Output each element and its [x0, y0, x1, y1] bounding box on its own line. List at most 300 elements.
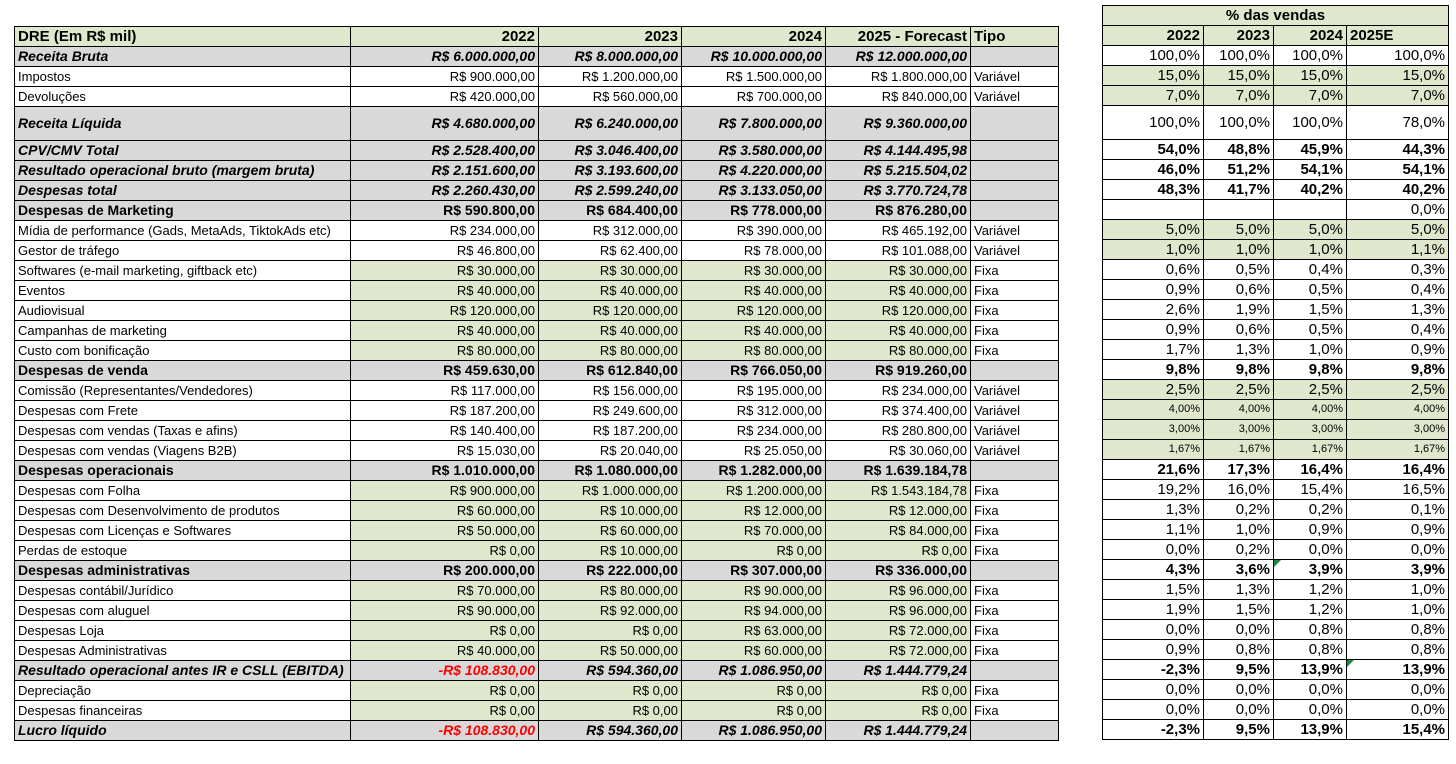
value-cell[interactable]: R$ 10.000.000,00 [682, 47, 826, 67]
pct-value-cell[interactable]: 0,9% [1347, 520, 1449, 540]
pct-value-cell[interactable]: -2,3% [1103, 720, 1204, 740]
value-cell[interactable]: R$ 12.000.000,00 [826, 47, 971, 67]
pct-value-cell[interactable]: 1,0% [1103, 240, 1204, 260]
value-cell[interactable]: R$ 195.000,00 [682, 381, 826, 401]
pct-value-cell[interactable]: 15,0% [1103, 66, 1204, 86]
value-cell[interactable]: R$ 84.000,00 [826, 521, 971, 541]
value-cell[interactable]: R$ 70.000,00 [682, 521, 826, 541]
pct-value-cell[interactable]: 5,0% [1347, 220, 1449, 240]
value-cell[interactable]: R$ 72.000,00 [826, 641, 971, 661]
value-cell[interactable]: R$ 3.770.724,78 [826, 181, 971, 201]
value-cell[interactable]: R$ 92.000,00 [539, 601, 682, 621]
pct-value-cell[interactable]: 0,0% [1103, 620, 1204, 640]
value-cell[interactable]: R$ 120.000,00 [682, 301, 826, 321]
value-cell[interactable]: R$ 10.000,00 [539, 541, 682, 561]
pct-value-cell[interactable]: 1,0% [1347, 580, 1449, 600]
header-year-cell: 2023 [539, 27, 682, 47]
pct-value-cell[interactable]: 1,3% [1204, 340, 1274, 360]
value-cell[interactable]: R$ 60.000,00 [539, 521, 682, 541]
value-cell[interactable]: R$ 63.000,00 [682, 621, 826, 641]
pct-value-cell[interactable]: 15,0% [1204, 66, 1274, 86]
pct-value-cell[interactable]: 0,5% [1204, 260, 1274, 280]
dre-row [15, 107, 1059, 141]
pct-value-cell[interactable]: 1,2% [1274, 580, 1347, 600]
value-cell[interactable]: R$ 40.000,00 [682, 321, 826, 341]
pct-value-cell[interactable]: 54,1% [1347, 160, 1449, 180]
value-cell[interactable]: R$ 96.000,00 [826, 601, 971, 621]
pct-value-cell[interactable]: 17,3% [1204, 460, 1274, 480]
value-cell[interactable]: R$ 6.000.000,00 [351, 47, 539, 67]
value-cell[interactable]: R$ 1.444.779,24 [826, 661, 971, 681]
value-cell[interactable]: R$ 60.000,00 [682, 641, 826, 661]
value-cell[interactable]: R$ 187.200,00 [351, 401, 539, 421]
value-cell[interactable]: R$ 15.030,00 [351, 441, 539, 461]
value-cell[interactable]: R$ 4.680.000,00 [351, 107, 539, 141]
value-cell[interactable]: R$ 1.282.000,00 [682, 461, 826, 481]
pct-value-cell[interactable]: 0,2% [1204, 500, 1274, 520]
pct-value-cell[interactable]: 13,9% [1274, 660, 1347, 680]
value-cell[interactable]: R$ 5.215.504,02 [826, 161, 971, 181]
value-cell[interactable]: R$ 2.528.400,00 [351, 141, 539, 161]
pct-value-cell[interactable]: 48,3% [1103, 180, 1204, 200]
pct-value-cell[interactable]: 0,8% [1204, 640, 1274, 660]
pct-value-cell[interactable]: 0,6% [1204, 280, 1274, 300]
pct-value-cell[interactable]: 1,67% [1347, 440, 1449, 460]
value-cell[interactable]: R$ 117.000,00 [351, 381, 539, 401]
pct-value-cell[interactable]: 45,9% [1274, 140, 1347, 160]
value-cell[interactable]: R$ 50.000,00 [539, 641, 682, 661]
value-cell[interactable]: R$ 900.000,00 [351, 481, 539, 501]
pct-value-cell[interactable]: 16,4% [1347, 460, 1449, 480]
pct-value-cell[interactable]: 0,0% [1274, 680, 1347, 700]
value-cell[interactable]: R$ 307.000,00 [682, 561, 826, 581]
value-cell[interactable]: R$ 70.000,00 [351, 581, 539, 601]
value-cell[interactable]: R$ 1.200.000,00 [682, 481, 826, 501]
value-cell[interactable]: R$ 2.151.600,00 [351, 161, 539, 181]
pct-value-cell[interactable]: 1,5% [1274, 300, 1347, 320]
pct-value-cell[interactable]: 4,3% [1103, 560, 1204, 580]
dre-row [15, 561, 1059, 581]
pct-value-cell[interactable]: 0,9% [1274, 520, 1347, 540]
value-cell[interactable]: R$ 249.600,00 [539, 401, 682, 421]
pct-value-cell[interactable]: 0,0% [1204, 700, 1274, 720]
value-cell[interactable]: R$ 120.000,00 [826, 301, 971, 321]
pct-value-cell[interactable]: 7,0% [1103, 86, 1204, 106]
pct-value-cell[interactable]: 0,5% [1274, 320, 1347, 340]
pct-value-cell[interactable]: 1,67% [1204, 440, 1274, 460]
value-cell[interactable]: R$ 101.088,00 [826, 241, 971, 261]
pct-value-cell[interactable]: 5,0% [1103, 220, 1204, 240]
value-cell[interactable]: R$ 1.080.000,00 [539, 461, 682, 481]
value-cell[interactable]: R$ 90.000,00 [682, 581, 826, 601]
value-cell[interactable]: R$ 336.000,00 [826, 561, 971, 581]
pct-value-cell[interactable]: 3,00% [1103, 420, 1204, 440]
value-cell[interactable]: R$ 140.400,00 [351, 421, 539, 441]
pct-value-cell[interactable]: 16,0% [1204, 480, 1274, 500]
value-cell[interactable]: R$ 80.000,00 [826, 341, 971, 361]
value-cell[interactable]: R$ 0,00 [539, 621, 682, 641]
pct-value-cell[interactable] [1274, 200, 1347, 220]
value-cell[interactable]: R$ 0,00 [682, 681, 826, 701]
value-cell[interactable]: R$ 560.000,00 [539, 87, 682, 107]
value-cell[interactable]: R$ 0,00 [351, 541, 539, 561]
value-cell[interactable]: R$ 0,00 [826, 701, 971, 721]
value-cell[interactable]: R$ 3.580.000,00 [682, 141, 826, 161]
pct-value-cell[interactable]: 2,5% [1204, 380, 1274, 400]
pct-value-cell[interactable]: 1,0% [1204, 240, 1274, 260]
value-cell[interactable]: R$ 280.800,00 [826, 421, 971, 441]
pct-value-cell[interactable]: 1,67% [1274, 440, 1347, 460]
pct-value-cell[interactable]: 0,0% [1204, 620, 1274, 640]
value-cell[interactable]: R$ 3.046.400,00 [539, 141, 682, 161]
value-cell[interactable]: R$ 40.000,00 [682, 281, 826, 301]
value-cell[interactable]: R$ 60.000,00 [351, 501, 539, 521]
value-cell[interactable]: R$ 40.000,00 [826, 321, 971, 341]
pct-value-cell[interactable]: 44,3% [1347, 140, 1449, 160]
pct-value-cell[interactable]: 0,0% [1103, 700, 1204, 720]
pct-value-cell[interactable]: 0,9% [1103, 320, 1204, 340]
pct-value-cell[interactable]: 100,0% [1347, 46, 1449, 66]
pct-value-cell[interactable]: 4,00% [1204, 400, 1274, 420]
value-cell[interactable]: R$ 40.000,00 [351, 321, 539, 341]
value-cell[interactable]: R$ 590.800,00 [351, 201, 539, 221]
row-label-cell: Despesas de venda [15, 361, 351, 381]
value-cell[interactable]: R$ 374.400,00 [826, 401, 971, 421]
pct-value-cell[interactable]: 2,6% [1103, 300, 1204, 320]
value-cell[interactable]: R$ 390.000,00 [682, 221, 826, 241]
pct-value-cell[interactable]: 54,1% [1274, 160, 1347, 180]
value-cell[interactable]: R$ 1.543.184,78 [826, 481, 971, 501]
pct-value-cell[interactable]: 2,5% [1274, 380, 1347, 400]
value-cell[interactable]: R$ 919.260,00 [826, 361, 971, 381]
value-cell[interactable]: R$ 0,00 [539, 681, 682, 701]
value-cell[interactable]: R$ 420.000,00 [351, 87, 539, 107]
value-cell[interactable]: R$ 50.000,00 [351, 521, 539, 541]
value-cell[interactable]: R$ 4.220.000,00 [682, 161, 826, 181]
pct-value-cell[interactable]: 1,1% [1103, 520, 1204, 540]
pct-value-cell[interactable]: 0,0% [1347, 700, 1449, 720]
pct-value-cell[interactable]: 0,4% [1347, 320, 1449, 340]
value-cell[interactable]: R$ 459.630,00 [351, 361, 539, 381]
pct-value-cell[interactable]: 7,0% [1204, 86, 1274, 106]
pct-value-cell[interactable]: 40,2% [1347, 180, 1449, 200]
pct-value-cell[interactable]: 0,9% [1103, 640, 1204, 660]
pct-value-cell[interactable]: 100,0% [1274, 106, 1347, 140]
pct-header-cell: 2024 [1274, 26, 1347, 46]
value-cell[interactable]: R$ 0,00 [539, 701, 682, 721]
value-cell[interactable]: R$ 312.000,00 [539, 221, 682, 241]
pct-value-cell[interactable]: 1,0% [1347, 600, 1449, 620]
pct-value-cell[interactable]: 0,4% [1274, 260, 1347, 280]
pct-value-cell[interactable]: 16,4% [1274, 460, 1347, 480]
value-cell[interactable]: R$ 40.000,00 [539, 321, 682, 341]
value-cell[interactable]: R$ 96.000,00 [826, 581, 971, 601]
pct-value-cell[interactable]: 1,5% [1103, 580, 1204, 600]
pct-value-cell[interactable]: 0,8% [1274, 640, 1347, 660]
pct-row [1103, 440, 1449, 460]
value-cell[interactable]: R$ 80.000,00 [539, 581, 682, 601]
pct-value-cell[interactable]: 9,8% [1347, 360, 1449, 380]
value-cell[interactable]: R$ 700.000,00 [682, 87, 826, 107]
pct-value-cell[interactable]: 15,4% [1274, 480, 1347, 500]
pct-value-cell[interactable]: 5,0% [1204, 220, 1274, 240]
value-cell[interactable]: R$ 8.000.000,00 [539, 47, 682, 67]
pct-value-cell[interactable]: 0,5% [1274, 280, 1347, 300]
pct-value-cell[interactable]: 78,0% [1347, 106, 1449, 140]
value-cell[interactable]: R$ 30.060,00 [826, 441, 971, 461]
pct-value-cell[interactable]: 4,00% [1103, 400, 1204, 420]
value-cell[interactable]: R$ 156.000,00 [539, 381, 682, 401]
pct-value-cell[interactable]: 15,4% [1347, 720, 1449, 740]
value-cell[interactable]: R$ 312.000,00 [682, 401, 826, 421]
dre-row [15, 641, 1059, 661]
pct-value-cell[interactable]: 13,9% [1347, 660, 1449, 680]
pct-value-cell[interactable]: 5,0% [1274, 220, 1347, 240]
row-label-cell: Resultado operacional antes IR e CSLL (EBITDA) [15, 661, 351, 681]
value-cell[interactable]: R$ 2.260.430,00 [351, 181, 539, 201]
value-cell[interactable]: R$ 234.000,00 [826, 381, 971, 401]
pct-value-cell[interactable]: 0,4% [1347, 280, 1449, 300]
value-cell[interactable]: R$ 20.040,00 [539, 441, 682, 461]
value-cell[interactable]: R$ 0,00 [682, 541, 826, 561]
value-cell[interactable]: R$ 234.000,00 [351, 221, 539, 241]
pct-value-cell[interactable]: 3,00% [1204, 420, 1274, 440]
pct-row [1103, 540, 1449, 560]
value-cell[interactable]: R$ 80.000,00 [539, 341, 682, 361]
pct-value-cell[interactable]: 0,0% [1204, 680, 1274, 700]
pct-value-cell[interactable]: 1,3% [1103, 500, 1204, 520]
pct-value-cell[interactable]: 7,0% [1347, 86, 1449, 106]
pct-value-cell[interactable]: 0,8% [1347, 640, 1449, 660]
value-cell[interactable]: R$ 7.800.000,00 [682, 107, 826, 141]
pct-row [1103, 600, 1449, 620]
pct-value-cell[interactable]: 9,5% [1204, 720, 1274, 740]
value-cell[interactable]: R$ 1.010.000,00 [351, 461, 539, 481]
pct-header-cell: 2025E [1347, 26, 1449, 46]
value-cell[interactable]: R$ 900.000,00 [351, 67, 539, 87]
pct-value-cell[interactable]: 3,00% [1274, 420, 1347, 440]
pct-value-cell[interactable]: 100,0% [1204, 46, 1274, 66]
pct-value-cell[interactable]: 13,9% [1274, 720, 1347, 740]
pct-value-cell[interactable]: 0,8% [1274, 620, 1347, 640]
pct-value-cell[interactable]: 1,1% [1347, 240, 1449, 260]
value-cell[interactable]: R$ 0,00 [826, 541, 971, 561]
dre-row [15, 87, 1059, 107]
value-cell[interactable]: R$ 62.400,00 [539, 241, 682, 261]
pct-value-cell[interactable]: 15,0% [1274, 66, 1347, 86]
pct-value-cell[interactable]: 0,0% [1103, 540, 1204, 560]
pct-value-cell[interactable]: 0,2% [1204, 540, 1274, 560]
pct-value-cell[interactable]: 0,1% [1347, 500, 1449, 520]
dre-header-row [15, 27, 1059, 47]
pct-value-cell[interactable]: 1,2% [1274, 600, 1347, 620]
tipo-cell: Variável [971, 221, 1059, 241]
pct-row [1103, 500, 1449, 520]
pct-value-cell[interactable]: 4,00% [1274, 400, 1347, 420]
value-cell[interactable]: R$ 40.000,00 [539, 281, 682, 301]
value-cell[interactable]: R$ 234.000,00 [682, 421, 826, 441]
value-cell[interactable]: R$ 30.000,00 [682, 261, 826, 281]
pct-value-cell[interactable]: 0,6% [1103, 260, 1204, 280]
pct-value-cell[interactable]: 1,0% [1274, 240, 1347, 260]
pct-value-cell[interactable]: 19,2% [1103, 480, 1204, 500]
value-cell[interactable]: R$ 9.360.000,00 [826, 107, 971, 141]
value-cell[interactable]: R$ 120.000,00 [539, 301, 682, 321]
value-cell[interactable]: R$ 612.840,00 [539, 361, 682, 381]
dre-row [15, 301, 1059, 321]
value-cell[interactable]: R$ 0,00 [826, 681, 971, 701]
pct-value-cell[interactable]: 1,3% [1204, 580, 1274, 600]
pct-row [1103, 340, 1449, 360]
value-cell[interactable]: -R$ 108.830,00 [351, 661, 539, 681]
value-cell[interactable]: R$ 1.444.779,24 [826, 721, 971, 741]
pct-value-cell[interactable]: 0,2% [1274, 500, 1347, 520]
pct-value-cell[interactable]: 9,5% [1204, 660, 1274, 680]
pct-value-cell[interactable]: 51,2% [1204, 160, 1274, 180]
pct-row [1103, 220, 1449, 240]
pct-value-cell[interactable]: 15,0% [1347, 66, 1449, 86]
value-cell[interactable]: R$ 120.000,00 [351, 301, 539, 321]
value-cell[interactable]: R$ 80.000,00 [682, 341, 826, 361]
pct-value-cell[interactable]: 0,0% [1274, 700, 1347, 720]
row-label-cell: Despesas administrativas [15, 561, 351, 581]
pct-value-cell[interactable]: 0,3% [1347, 260, 1449, 280]
dre-row [15, 281, 1059, 301]
pct-value-cell[interactable]: 0,6% [1204, 320, 1274, 340]
value-cell[interactable]: R$ 778.000,00 [682, 201, 826, 221]
dre-row [15, 541, 1059, 561]
pct-value-cell[interactable]: 16,5% [1347, 480, 1449, 500]
pct-value-cell[interactable]: 1,5% [1204, 600, 1274, 620]
value-cell[interactable]: R$ 40.000,00 [351, 281, 539, 301]
pct-value-cell[interactable]: 2,5% [1347, 380, 1449, 400]
value-cell[interactable]: R$ 30.000,00 [351, 261, 539, 281]
value-cell[interactable]: R$ 12.000,00 [682, 501, 826, 521]
value-cell[interactable]: R$ 222.000,00 [539, 561, 682, 581]
value-cell[interactable]: R$ 4.144.495,98 [826, 141, 971, 161]
value-cell[interactable]: R$ 10.000,00 [539, 501, 682, 521]
pct-value-cell[interactable]: 100,0% [1204, 106, 1274, 140]
pct-value-cell[interactable]: 0,0% [1347, 540, 1449, 560]
pct-value-cell[interactable]: 41,7% [1204, 180, 1274, 200]
value-cell[interactable]: R$ 840.000,00 [826, 87, 971, 107]
value-cell[interactable]: R$ 594.360,00 [539, 661, 682, 681]
dre-row [15, 521, 1059, 541]
pct-value-cell[interactable]: -2,3% [1103, 660, 1204, 680]
pct-value-cell[interactable]: 0,0% [1274, 540, 1347, 560]
pct-value-cell[interactable]: 1,9% [1204, 300, 1274, 320]
pct-value-cell[interactable]: 21,6% [1103, 460, 1204, 480]
value-cell[interactable]: R$ 1.200.000,00 [539, 67, 682, 87]
pct-value-cell[interactable]: 1,7% [1103, 340, 1204, 360]
value-cell[interactable]: R$ 46.800,00 [351, 241, 539, 261]
value-cell[interactable]: R$ 40.000,00 [826, 281, 971, 301]
value-cell[interactable]: R$ 90.000,00 [351, 601, 539, 621]
value-cell[interactable]: -R$ 108.830,00 [351, 721, 539, 741]
pct-value-cell[interactable]: 0,0% [1347, 680, 1449, 700]
value-cell[interactable]: R$ 40.000,00 [351, 641, 539, 661]
pct-value-cell[interactable]: 0,0% [1347, 200, 1449, 220]
value-cell[interactable]: R$ 200.000,00 [351, 561, 539, 581]
value-cell[interactable]: R$ 3.133.050,00 [682, 181, 826, 201]
tipo-cell: Variável [971, 421, 1059, 441]
pct-value-cell[interactable]: 1,0% [1274, 340, 1347, 360]
value-cell[interactable]: R$ 1.800.000,00 [826, 67, 971, 87]
value-cell[interactable]: R$ 1.500.000,00 [682, 67, 826, 87]
value-cell[interactable]: R$ 0,00 [682, 701, 826, 721]
pct-value-cell[interactable]: 3,6% [1204, 560, 1274, 580]
pct-value-cell[interactable]: 46,0% [1103, 160, 1204, 180]
value-cell[interactable]: R$ 1.086.950,00 [682, 721, 826, 741]
value-cell[interactable]: R$ 465.192,00 [826, 221, 971, 241]
pct-value-cell[interactable]: 1,0% [1204, 520, 1274, 540]
value-cell[interactable]: R$ 0,00 [351, 701, 539, 721]
tipo-cell: Variável [971, 441, 1059, 461]
value-cell[interactable]: R$ 0,00 [351, 681, 539, 701]
pct-value-cell[interactable]: 40,2% [1274, 180, 1347, 200]
value-cell[interactable]: R$ 1.639.184,78 [826, 461, 971, 481]
value-cell[interactable]: R$ 25.050,00 [682, 441, 826, 461]
pct-value-cell[interactable]: 48,8% [1204, 140, 1274, 160]
pct-value-cell[interactable]: 2,5% [1103, 380, 1204, 400]
tipo-cell [971, 141, 1059, 161]
value-cell[interactable]: R$ 72.000,00 [826, 621, 971, 641]
value-cell[interactable]: R$ 6.240.000,00 [539, 107, 682, 141]
pct-value-cell[interactable]: 0,8% [1347, 620, 1449, 640]
value-cell[interactable]: R$ 1.000.000,00 [539, 481, 682, 501]
pct-value-cell[interactable]: 54,0% [1103, 140, 1204, 160]
value-cell[interactable]: R$ 12.000,00 [826, 501, 971, 521]
row-label-cell: Despesas com Desenvolvimento de produtos [15, 501, 351, 521]
pct-value-cell[interactable]: 3,00% [1347, 420, 1449, 440]
pct-value-cell[interactable]: 0,9% [1347, 340, 1449, 360]
pct-value-cell[interactable]: 100,0% [1103, 106, 1204, 140]
pct-value-cell[interactable]: 0,0% [1103, 680, 1204, 700]
row-label-cell: Despesas com vendas (Taxas e afins) [15, 421, 351, 441]
pct-value-cell[interactable]: 1,67% [1103, 440, 1204, 460]
value-cell[interactable]: R$ 30.000,00 [826, 261, 971, 281]
value-cell[interactable]: R$ 80.000,00 [351, 341, 539, 361]
pct-value-cell[interactable]: 9,8% [1103, 360, 1204, 380]
pct-value-cell[interactable]: 4,00% [1347, 400, 1449, 420]
pct-value-cell[interactable]: 7,0% [1274, 86, 1347, 106]
value-cell[interactable]: R$ 30.000,00 [539, 261, 682, 281]
pct-value-cell[interactable]: 100,0% [1103, 46, 1204, 66]
pct-value-cell[interactable]: 3,9% [1347, 560, 1449, 580]
pct-value-cell[interactable]: 1,3% [1347, 300, 1449, 320]
value-cell[interactable]: R$ 94.000,00 [682, 601, 826, 621]
pct-value-cell[interactable]: 1,9% [1103, 600, 1204, 620]
pct-value-cell[interactable]: 3,9% [1274, 560, 1347, 580]
value-cell[interactable]: R$ 3.193.600,00 [539, 161, 682, 181]
value-cell[interactable]: R$ 187.200,00 [539, 421, 682, 441]
value-cell[interactable]: R$ 1.086.950,00 [682, 661, 826, 681]
pct-value-cell[interactable] [1103, 200, 1204, 220]
pct-value-cell[interactable] [1204, 200, 1274, 220]
value-cell[interactable]: R$ 876.280,00 [826, 201, 971, 221]
value-cell[interactable]: R$ 0,00 [351, 621, 539, 641]
value-cell[interactable]: R$ 594.360,00 [539, 721, 682, 741]
value-cell[interactable]: R$ 766.050,00 [682, 361, 826, 381]
value-cell[interactable]: R$ 78.000,00 [682, 241, 826, 261]
value-cell[interactable]: R$ 2.599.240,00 [539, 181, 682, 201]
dre-row [15, 161, 1059, 181]
pct-value-cell[interactable]: 100,0% [1274, 46, 1347, 66]
pct-value-cell[interactable]: 9,8% [1274, 360, 1347, 380]
value-cell[interactable]: R$ 684.400,00 [539, 201, 682, 221]
pct-value-cell[interactable]: 0,9% [1103, 280, 1204, 300]
pct-value-cell[interactable]: 9,8% [1204, 360, 1274, 380]
